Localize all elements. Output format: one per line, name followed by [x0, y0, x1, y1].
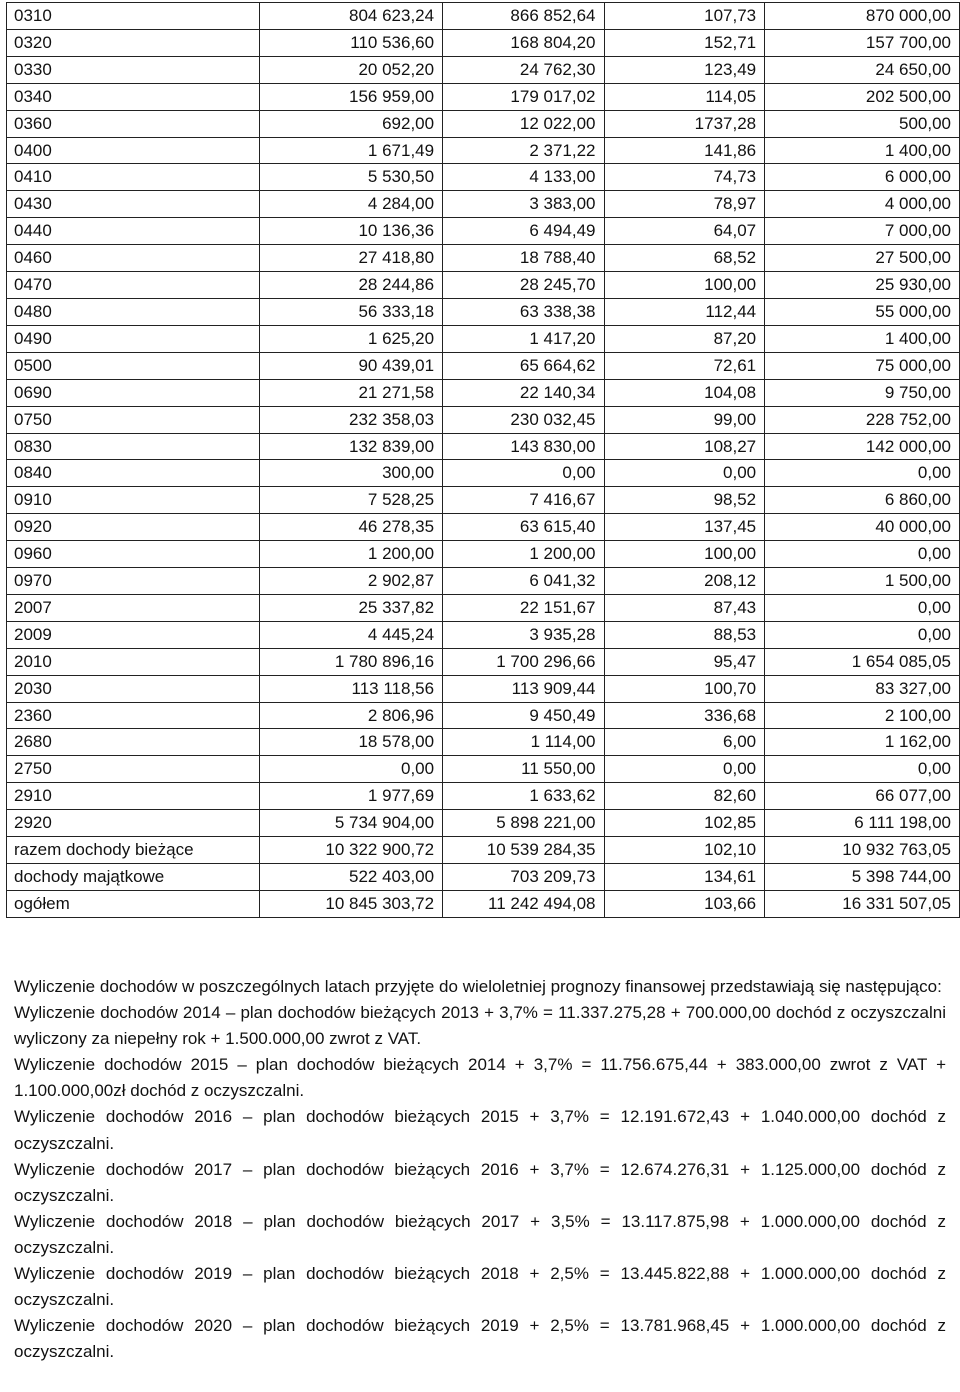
value-cell-2: 65 664,62: [443, 352, 604, 379]
value-cell-4: 1 500,00: [765, 568, 960, 595]
value-cell-4: 870 000,00: [765, 3, 960, 30]
table-row: [7, 164, 960, 191]
value-cell-1: 27 418,80: [260, 245, 443, 272]
value-cell-1: 10 845 303,72: [260, 890, 443, 917]
value-cell-4: 6 111 198,00: [765, 810, 960, 837]
row-label-cell: razem dochody bieżące: [7, 837, 260, 864]
value-cell-4: 40 000,00: [765, 514, 960, 541]
value-cell-4: 16 331 507,05: [765, 890, 960, 917]
value-cell-1: 522 403,00: [260, 864, 443, 891]
value-cell-1: 7 528,25: [260, 487, 443, 514]
row-label-cell: 2007: [7, 594, 260, 621]
row-label-cell: 0330: [7, 56, 260, 83]
value-cell-1: 90 439,01: [260, 352, 443, 379]
row-label-cell: 0840: [7, 460, 260, 487]
value-cell-3: 141,86: [604, 137, 765, 164]
table-row: [7, 352, 960, 379]
value-cell-2: 10 539 284,35: [443, 837, 604, 864]
row-label-cell: 0480: [7, 298, 260, 325]
value-cell-3: 102,10: [604, 837, 765, 864]
notes-intro: Wyliczenie dochodów w poszczególnych latach przyjęte do wieloletniej prognozy finansowej przedstawiają się następująco:: [14, 977, 942, 996]
value-cell-3: 103,66: [604, 890, 765, 917]
row-label-cell: 2009: [7, 621, 260, 648]
row-label-cell: 0310: [7, 3, 260, 30]
table-row: [7, 514, 960, 541]
table-row: [7, 3, 960, 30]
value-cell-1: 46 278,35: [260, 514, 443, 541]
row-label-cell: 0410: [7, 164, 260, 191]
table-row: [7, 110, 960, 137]
table-row: [7, 783, 960, 810]
value-cell-4: 24 650,00: [765, 56, 960, 83]
value-cell-2: 3 935,28: [443, 621, 604, 648]
value-cell-4: 9 750,00: [765, 379, 960, 406]
row-label-cell: 0960: [7, 541, 260, 568]
value-cell-3: 137,45: [604, 514, 765, 541]
value-cell-2: 63 615,40: [443, 514, 604, 541]
value-cell-1: 113 118,56: [260, 675, 443, 702]
value-cell-1: 18 578,00: [260, 729, 443, 756]
table-row: [7, 379, 960, 406]
value-cell-1: 4 284,00: [260, 191, 443, 218]
value-cell-3: 336,68: [604, 702, 765, 729]
value-cell-3: 100,70: [604, 675, 765, 702]
value-cell-2: 11 550,00: [443, 756, 604, 783]
value-cell-2: 24 762,30: [443, 56, 604, 83]
notes-paragraph: Wyliczenie dochodów 2014 – plan dochodów bieżących 2013 + 3,7% = 11.337.275,28 + 700.000,00 dochód z oczyszczalni wyliczony za niepełny rok + 1.500.000,00 zwrot z VAT.: [14, 1003, 946, 1049]
value-cell-2: 1 700 296,66: [443, 648, 604, 675]
row-label-cell: 2680: [7, 729, 260, 756]
value-cell-4: 0,00: [765, 621, 960, 648]
table-row: [7, 83, 960, 110]
notes-paragraph: Wyliczenie dochodów 2017 – plan dochodów bieżących 2016 + 3,7% = 12.674.276,31 + 1.125.000,00 dochód z oczyszczalni.: [14, 1159, 946, 1205]
table-row: [7, 702, 960, 729]
table-row: [7, 406, 960, 433]
value-cell-2: 2 371,22: [443, 137, 604, 164]
value-cell-1: 156 959,00: [260, 83, 443, 110]
value-cell-4: 500,00: [765, 110, 960, 137]
table-row: [7, 810, 960, 837]
value-cell-2: 28 245,70: [443, 272, 604, 299]
row-label-cell: 2360: [7, 702, 260, 729]
row-label-cell: 0460: [7, 245, 260, 272]
value-cell-3: 114,05: [604, 83, 765, 110]
row-label-cell: 2920: [7, 810, 260, 837]
value-cell-1: 2 806,96: [260, 702, 443, 729]
notes-paragraph: Wyliczenie dochodów 2016 – plan dochodów bieżących 2015 + 3,7% = 12.191.672,43 + 1.040.000,00 dochód z oczyszczalni.: [14, 1107, 946, 1153]
value-cell-3: 95,47: [604, 648, 765, 675]
value-cell-2: 703 209,73: [443, 864, 604, 891]
value-cell-4: 5 398 744,00: [765, 864, 960, 891]
row-label-cell: ogółem: [7, 890, 260, 917]
value-cell-4: 6 000,00: [765, 164, 960, 191]
value-cell-3: 1737,28: [604, 110, 765, 137]
table-row: [7, 29, 960, 56]
value-cell-3: 72,61: [604, 352, 765, 379]
value-cell-3: 208,12: [604, 568, 765, 595]
value-cell-1: 4 445,24: [260, 621, 443, 648]
value-cell-4: 2 100,00: [765, 702, 960, 729]
value-cell-4: 157 700,00: [765, 29, 960, 56]
table-row: [7, 568, 960, 595]
value-cell-1: 1 780 896,16: [260, 648, 443, 675]
value-cell-3: 104,08: [604, 379, 765, 406]
income-table: [6, 2, 960, 918]
value-cell-1: 28 244,86: [260, 272, 443, 299]
table-row: [7, 298, 960, 325]
row-label-cell: 2010: [7, 648, 260, 675]
value-cell-4: 4 000,00: [765, 191, 960, 218]
value-cell-1: 1 977,69: [260, 783, 443, 810]
value-cell-3: 99,00: [604, 406, 765, 433]
row-label-cell: 0440: [7, 218, 260, 245]
table-row: [7, 541, 960, 568]
value-cell-3: 82,60: [604, 783, 765, 810]
value-cell-4: 1 400,00: [765, 325, 960, 352]
row-label-cell: 2030: [7, 675, 260, 702]
row-label-cell: 0920: [7, 514, 260, 541]
value-cell-3: 152,71: [604, 29, 765, 56]
value-cell-4: 0,00: [765, 541, 960, 568]
value-cell-1: 5 530,50: [260, 164, 443, 191]
table-row: [7, 245, 960, 272]
row-label-cell: 0830: [7, 433, 260, 460]
value-cell-2: 6 494,49: [443, 218, 604, 245]
value-cell-2: 22 151,67: [443, 594, 604, 621]
value-cell-1: 804 623,24: [260, 3, 443, 30]
value-cell-4: 0,00: [765, 756, 960, 783]
value-cell-2: 7 416,67: [443, 487, 604, 514]
value-cell-2: 1 417,20: [443, 325, 604, 352]
table-row: [7, 648, 960, 675]
value-cell-4: 27 500,00: [765, 245, 960, 272]
income-table-body: [7, 3, 960, 918]
value-cell-2: 143 830,00: [443, 433, 604, 460]
value-cell-4: 202 500,00: [765, 83, 960, 110]
value-cell-3: 112,44: [604, 298, 765, 325]
table-row: [7, 460, 960, 487]
value-cell-3: 100,00: [604, 541, 765, 568]
value-cell-1: 5 734 904,00: [260, 810, 443, 837]
value-cell-3: 107,73: [604, 3, 765, 30]
value-cell-1: 232 358,03: [260, 406, 443, 433]
table-row: [7, 487, 960, 514]
value-cell-4: 142 000,00: [765, 433, 960, 460]
value-cell-3: 0,00: [604, 460, 765, 487]
table-row: [7, 837, 960, 864]
value-cell-2: 0,00: [443, 460, 604, 487]
value-cell-2: 5 898 221,00: [443, 810, 604, 837]
value-cell-4: 1 400,00: [765, 137, 960, 164]
notes-paragraph: Wyliczenie dochodów 2018 – plan dochodów bieżących 2017 + 3,5% = 13.117.875,98 + 1.000.000,00 dochód z oczyszczalni.: [14, 1211, 946, 1257]
value-cell-1: 10 136,36: [260, 218, 443, 245]
row-label-cell: 0490: [7, 325, 260, 352]
value-cell-3: 87,20: [604, 325, 765, 352]
value-cell-4: 1 654 085,05: [765, 648, 960, 675]
value-cell-4: 66 077,00: [765, 783, 960, 810]
table-row: [7, 433, 960, 460]
row-label-cell: 0750: [7, 406, 260, 433]
value-cell-2: 1 200,00: [443, 541, 604, 568]
value-cell-1: 10 322 900,72: [260, 837, 443, 864]
row-label-cell: 2910: [7, 783, 260, 810]
row-label-cell: 0500: [7, 352, 260, 379]
value-cell-3: 108,27: [604, 433, 765, 460]
notes-paragraph: Wyliczenie dochodów 2015 – plan dochodów bieżących 2014 + 3,7% = 11.756.675,44 + 383.000,00 zwrot z VAT + 1.100.000,00zł dochód z oczyszczalni.: [14, 1055, 946, 1101]
value-cell-4: 25 930,00: [765, 272, 960, 299]
value-cell-1: 132 839,00: [260, 433, 443, 460]
value-cell-2: 6 041,32: [443, 568, 604, 595]
value-cell-1: 56 333,18: [260, 298, 443, 325]
value-cell-2: 179 017,02: [443, 83, 604, 110]
value-cell-1: 2 902,87: [260, 568, 443, 595]
notes-paragraph: Wyliczenie dochodów 2020 – plan dochodów bieżących 2019 + 2,5% = 13.781.968,45 + 1.000.000,00 dochód z oczyszczalni.: [14, 1316, 946, 1362]
table-row: [7, 594, 960, 621]
value-cell-4: 75 000,00: [765, 352, 960, 379]
value-cell-3: 100,00: [604, 272, 765, 299]
row-label-cell: 0970: [7, 568, 260, 595]
row-label-cell: 0400: [7, 137, 260, 164]
value-cell-2: 168 804,20: [443, 29, 604, 56]
value-cell-2: 12 022,00: [443, 110, 604, 137]
value-cell-3: 98,52: [604, 487, 765, 514]
value-cell-2: 9 450,49: [443, 702, 604, 729]
value-cell-3: 78,97: [604, 191, 765, 218]
value-cell-2: 18 788,40: [443, 245, 604, 272]
value-cell-4: 1 162,00: [765, 729, 960, 756]
value-cell-1: 20 052,20: [260, 56, 443, 83]
value-cell-2: 63 338,38: [443, 298, 604, 325]
value-cell-1: 25 337,82: [260, 594, 443, 621]
value-cell-3: 68,52: [604, 245, 765, 272]
value-cell-4: 228 752,00: [765, 406, 960, 433]
value-cell-4: 6 860,00: [765, 487, 960, 514]
value-cell-2: 113 909,44: [443, 675, 604, 702]
table-row: [7, 218, 960, 245]
table-row: [7, 325, 960, 352]
value-cell-3: 134,61: [604, 864, 765, 891]
value-cell-3: 64,07: [604, 218, 765, 245]
row-label-cell: 0320: [7, 29, 260, 56]
row-label-cell: 0470: [7, 272, 260, 299]
table-row: [7, 56, 960, 83]
value-cell-1: 1 200,00: [260, 541, 443, 568]
table-row: [7, 864, 960, 891]
value-cell-4: 83 327,00: [765, 675, 960, 702]
value-cell-4: 10 932 763,05: [765, 837, 960, 864]
table-row: [7, 137, 960, 164]
value-cell-1: 0,00: [260, 756, 443, 783]
table-row: [7, 675, 960, 702]
table-row: [7, 890, 960, 917]
table-row: [7, 729, 960, 756]
value-cell-2: 1 114,00: [443, 729, 604, 756]
value-cell-2: 1 633,62: [443, 783, 604, 810]
table-row: [7, 756, 960, 783]
value-cell-3: 6,00: [604, 729, 765, 756]
value-cell-1: 1 671,49: [260, 137, 443, 164]
value-cell-2: 230 032,45: [443, 406, 604, 433]
value-cell-3: 123,49: [604, 56, 765, 83]
value-cell-4: 0,00: [765, 594, 960, 621]
value-cell-2: 3 383,00: [443, 191, 604, 218]
value-cell-1: 21 271,58: [260, 379, 443, 406]
table-row: [7, 191, 960, 218]
value-cell-4: 0,00: [765, 460, 960, 487]
row-label-cell: 0910: [7, 487, 260, 514]
value-cell-1: 300,00: [260, 460, 443, 487]
table-row: [7, 621, 960, 648]
row-label-cell: 0340: [7, 83, 260, 110]
value-cell-2: 4 133,00: [443, 164, 604, 191]
row-label-cell: 0430: [7, 191, 260, 218]
value-cell-3: 87,43: [604, 594, 765, 621]
notes-section: [14, 974, 946, 1365]
value-cell-2: 22 140,34: [443, 379, 604, 406]
table-row: [7, 272, 960, 299]
row-label-cell: 2750: [7, 756, 260, 783]
row-label-cell: 0360: [7, 110, 260, 137]
value-cell-4: 7 000,00: [765, 218, 960, 245]
value-cell-2: 866 852,64: [443, 3, 604, 30]
row-label-cell: dochody majątkowe: [7, 864, 260, 891]
value-cell-4: 55 000,00: [765, 298, 960, 325]
row-label-cell: 0690: [7, 379, 260, 406]
value-cell-1: 1 625,20: [260, 325, 443, 352]
value-cell-3: 0,00: [604, 756, 765, 783]
notes-paragraph: Wyliczenie dochodów 2019 – plan dochodów bieżących 2018 + 2,5% = 13.445.822,88 + 1.000.000,00 dochód z oczyszczalni.: [14, 1264, 946, 1310]
value-cell-3: 88,53: [604, 621, 765, 648]
value-cell-2: 11 242 494,08: [443, 890, 604, 917]
value-cell-1: 110 536,60: [260, 29, 443, 56]
value-cell-1: 692,00: [260, 110, 443, 137]
value-cell-3: 102,85: [604, 810, 765, 837]
value-cell-3: 74,73: [604, 164, 765, 191]
